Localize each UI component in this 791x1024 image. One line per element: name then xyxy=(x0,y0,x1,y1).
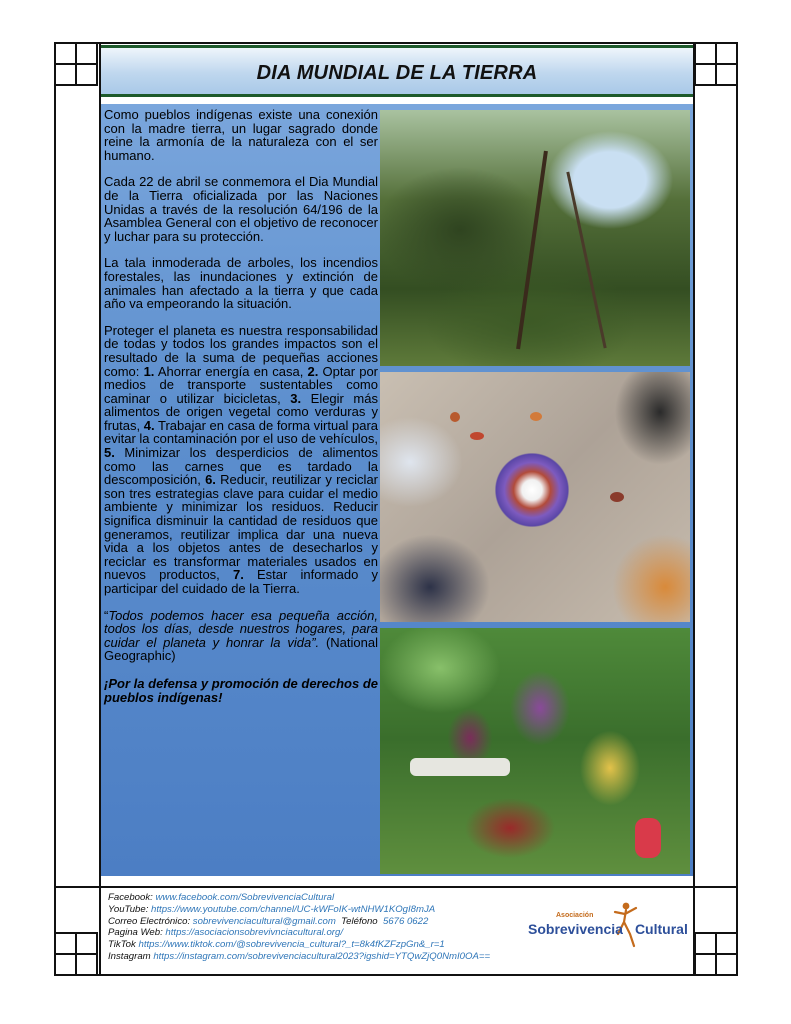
phone-link[interactable]: 5676 0622 xyxy=(382,915,429,927)
quote-source: (National Geographic) xyxy=(104,634,378,664)
instagram-label: Instagram xyxy=(108,950,154,962)
logo-word-cultural: Cultural xyxy=(634,921,688,937)
tiktok-link[interactable]: https://www.tiktok.com/@sobrevivencia_cultural?_t=8k4fKZFzpGn&_r=1 xyxy=(138,939,445,951)
action-text: Minimizar los desperdicios de alimentos como las carnes que es tardado la descomposición, xyxy=(104,445,378,488)
footer-tiktok xyxy=(108,939,528,951)
web-link[interactable]: https://asociacionsobrevivnciacultural.org/ xyxy=(165,927,343,939)
paragraph-actions xyxy=(104,324,378,596)
quote-open-mark: “ xyxy=(104,607,109,623)
youtube-label: YouTube: xyxy=(108,903,152,915)
action-number: 3. xyxy=(290,390,302,406)
footer-email xyxy=(108,916,528,928)
action-number: 4. xyxy=(143,417,155,433)
action-number: 1. xyxy=(143,363,155,379)
tree-trunk-shape xyxy=(516,151,548,350)
bench-shape xyxy=(410,758,510,776)
organization-logo xyxy=(526,898,688,950)
action-number: 5. xyxy=(104,445,115,461)
footer-facebook xyxy=(108,892,528,904)
instagram-link[interactable]: https://instagram.com/sobrevivenciacultural2023?igshid=YTQwZjQ0NmI0OA== xyxy=(153,950,491,962)
action-text: Optar por medios de transporte sustentables como caminar o utilizar bicicletas, xyxy=(104,363,379,406)
action-text: Trabajar en casa de forma virtual para evitar la contaminación por el uso de vehículos, xyxy=(104,417,378,447)
web-label: Pagina Web: xyxy=(108,927,166,939)
petal-shape xyxy=(450,412,460,422)
petal-shape xyxy=(470,432,484,440)
facebook-label: Facebook: xyxy=(108,892,156,903)
quote-text: Todos podemos hacer esa pequeña acción, todos los días, desde nuestros hogares, para cuidar el planeta y honrar la vida”. xyxy=(104,607,378,650)
corner-ornament-bottom-right xyxy=(694,932,738,976)
facebook-link[interactable]: www.facebook.com/SobrevivenciaCultural xyxy=(155,892,335,903)
footer-instagram xyxy=(108,951,528,963)
title-banner xyxy=(101,45,693,97)
paragraph-threats: La tala inmoderada de arboles, los incendios forestales, las inundaciones y extinción de animales han afectado a la tierra y que cada año va empeorando la situación. xyxy=(104,255,378,312)
youtube-link[interactable]: https://www.youtube.com/channel/UC-kWFoIK-wtNHW1KOgI8mJA xyxy=(151,903,436,915)
action-text: Estar informado y participar del cuidado de la Tierra. xyxy=(104,567,378,596)
corner-ornament-top-left xyxy=(54,42,98,86)
page-title: DIA MUNDIAL DE LA TIERRA xyxy=(256,62,538,84)
action-text: Elegir más alimentos de origen vegetal como verduras y frutas, xyxy=(104,390,378,433)
email-link[interactable]: sobrevivenciacultural@gmail.com xyxy=(192,915,336,927)
footer-web xyxy=(108,927,528,939)
corner-ornament-bottom-left xyxy=(54,932,98,976)
tree-trunk-shape xyxy=(566,172,606,349)
logo-small-text: Asociación xyxy=(556,912,594,919)
frame-inner-right-line xyxy=(693,42,695,976)
photo-women-in-garden xyxy=(380,628,690,874)
photo-tree-canopy xyxy=(380,110,690,366)
petal-shape xyxy=(610,492,624,502)
action-number: 2. xyxy=(307,363,319,379)
contact-footer xyxy=(108,892,528,963)
article-text xyxy=(104,108,378,717)
phone-label: Teléfono xyxy=(335,915,383,927)
frame-footer-divider xyxy=(54,886,738,888)
logo-main-text xyxy=(528,921,688,937)
corner-ornament-top-right xyxy=(694,42,738,86)
closing-statement: ¡Por la defensa y promoción de derechos de pueblos indígenas! xyxy=(104,675,378,705)
paragraph-intro: Como pueblos indígenas existe una conexión con la madre tierra, un lugar sagrado donde reine la armonía de la naturaleza con el ser humano. xyxy=(104,107,378,163)
action-number: 6. xyxy=(205,472,216,488)
photo-flower-mandala xyxy=(380,372,690,622)
footer-youtube xyxy=(108,904,528,916)
tiktok-label: TikTok xyxy=(108,939,139,951)
paragraph-date: Cada 22 de abril se conmemora el Dia Mundial de la Tierra oficializada por las Naciones Unidas a través de la resolución 64/196 de la Asamblea General con el objetivo de reconocer y luchar para su protección. xyxy=(104,174,378,244)
child-shape xyxy=(635,818,661,858)
logo-word-sobrevivencia: Sobrevivencia xyxy=(528,921,623,937)
quote xyxy=(104,609,378,663)
petal-shape xyxy=(530,412,542,421)
email-label: Correo Electrónico: xyxy=(108,915,193,927)
action-number: 7. xyxy=(232,567,244,583)
action-text: Ahorrar energía en casa, xyxy=(154,363,308,379)
action-text: Reducir, reutilizar y reciclar son tres estrategias clave para cuidar el medio ambiente y minimizar los residuos. Reducir significa disminuir la cantidad de residuos que generamos, reutilizar implica dar una nueva vida a los objetos antes de desecharlos y reciclar es transformar materiales usados en nuevos productos, xyxy=(104,472,378,583)
actions-intro: Proteger el planeta es nuestra responsabilidad de todas y todos los grandes impactos son el resultado de la suma de pequeñas acciones como: xyxy=(104,322,378,379)
